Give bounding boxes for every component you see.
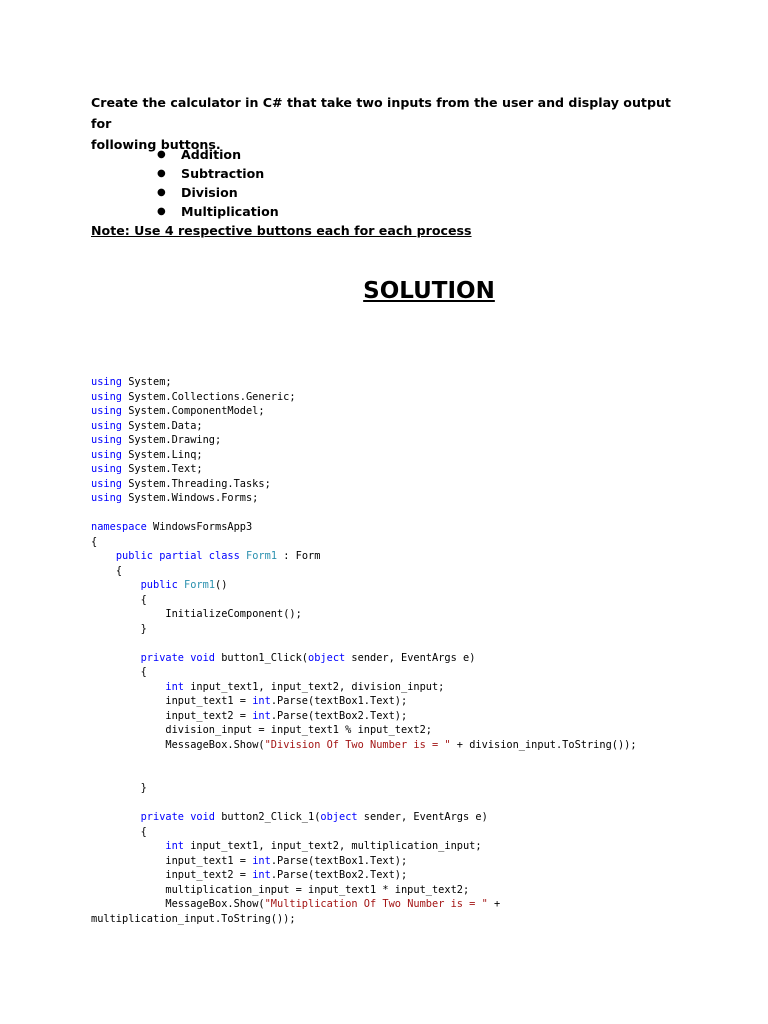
code-line: System.Data; (122, 419, 203, 432)
code-string: "Division Of Two Number is = " (264, 738, 451, 751)
code-line: MessageBox.Show( (165, 898, 265, 910)
code-keyword: object (320, 811, 358, 823)
code-keyword: int (252, 695, 271, 707)
code-line: System; (122, 376, 172, 388)
code-keyword: using (91, 448, 122, 461)
code-line: .Parse(textBox2.Text); (270, 869, 408, 881)
code-line: MessageBox.Show( (165, 738, 265, 751)
code-block (91, 375, 637, 926)
code-brace: { (140, 666, 147, 678)
code-line: input_text1, input_text2, division_input; (184, 680, 445, 693)
list-item: ● Addition (157, 147, 242, 162)
code-line: multiplication_input.ToString()); (91, 912, 296, 925)
code-keyword: public (140, 579, 178, 591)
code-line: InitializeComponent(); (165, 608, 302, 620)
code-brace: { (91, 535, 98, 548)
code-keyword: using (91, 405, 122, 417)
code-keyword: public partial class (115, 550, 240, 562)
code-brace: { (115, 564, 123, 577)
code-keyword: object (308, 651, 346, 664)
code-line: System.Threading.Tasks; (122, 477, 271, 490)
bullet-icon: ● (157, 206, 166, 217)
question-line-2: following buttons. (91, 137, 221, 152)
code-line: .Parse(textBox1.Text); (270, 854, 408, 867)
code-keyword: using (91, 477, 122, 490)
list-item: ● Subtraction (157, 166, 265, 181)
bullet-icon: ● (157, 168, 166, 179)
code-keyword: using (91, 434, 122, 446)
code-keyword: namespace (91, 521, 147, 533)
code-line: + division_input.ToString()); (450, 738, 637, 751)
code-keyword: int (252, 854, 271, 867)
code-line: division_input = input_text1 % input_text2; (165, 724, 432, 736)
class-name: Form1 (246, 550, 278, 562)
code-line: System.Text; (122, 463, 203, 475)
code-keyword: using (91, 492, 122, 504)
code-brace: { (140, 825, 147, 838)
code-keyword: int (165, 680, 185, 693)
code-keyword: using (91, 463, 122, 475)
code-line: System.Linq; (122, 448, 203, 461)
method-params: sender, EventArgs e) (357, 811, 488, 823)
code-line: input_text2 = (165, 709, 253, 722)
code-string: "Multiplication Of Two Number is = " (264, 898, 488, 910)
method-name: button2_Click_1( (215, 811, 321, 823)
class-base: : Form (277, 550, 321, 562)
code-line: input_text1 = (165, 695, 253, 707)
code-line: input_text1 = (165, 854, 253, 867)
code-line: .Parse(textBox1.Text); (270, 695, 408, 707)
code-line: input_text2 = (165, 869, 253, 881)
list-item: ● Multiplication (157, 204, 279, 219)
method-name: button1_Click( (215, 651, 309, 664)
note-text: Note: Use 4 respective buttons each for each process (91, 223, 472, 238)
code-line: System.Windows.Forms; (122, 492, 259, 504)
code-keyword: using (91, 376, 122, 388)
code-brace: } (140, 622, 147, 635)
list-item: ● Division (157, 185, 238, 200)
code-line: System.Collections.Generic; (122, 390, 296, 403)
code-line: System.Drawing; (122, 434, 222, 446)
code-keyword: using (91, 390, 122, 403)
code-keyword: private void (140, 651, 216, 664)
code-line: multiplication_input = input_text1 * input_text2; (165, 883, 470, 896)
code-keyword: int (252, 709, 271, 722)
code-line: System.ComponentModel; (122, 405, 265, 417)
method-params: sender, EventArgs e) (345, 651, 476, 664)
ctor-parens: () (215, 579, 228, 591)
code-line: .Parse(textBox2.Text); (270, 709, 408, 722)
ctor-name: Form1 (184, 579, 216, 591)
operations-list (157, 145, 279, 221)
code-keyword: int (165, 840, 185, 852)
code-brace: { (140, 593, 147, 606)
bullet-icon: ● (157, 149, 166, 160)
namespace-name: WindowsFormsApp3 (146, 521, 253, 533)
question-line-1: Create the calculator in C# that take two inputs from the user and display output for (91, 95, 671, 131)
code-line: + (487, 898, 501, 910)
code-keyword: int (252, 869, 271, 881)
code-keyword: using (91, 419, 122, 432)
code-keyword: private void (140, 811, 216, 823)
bullet-icon: ● (157, 187, 166, 198)
solution-heading: SOLUTION (363, 278, 495, 304)
code-line: input_text1, input_text2, multiplication_input; (184, 840, 482, 852)
code-brace: } (140, 782, 147, 794)
